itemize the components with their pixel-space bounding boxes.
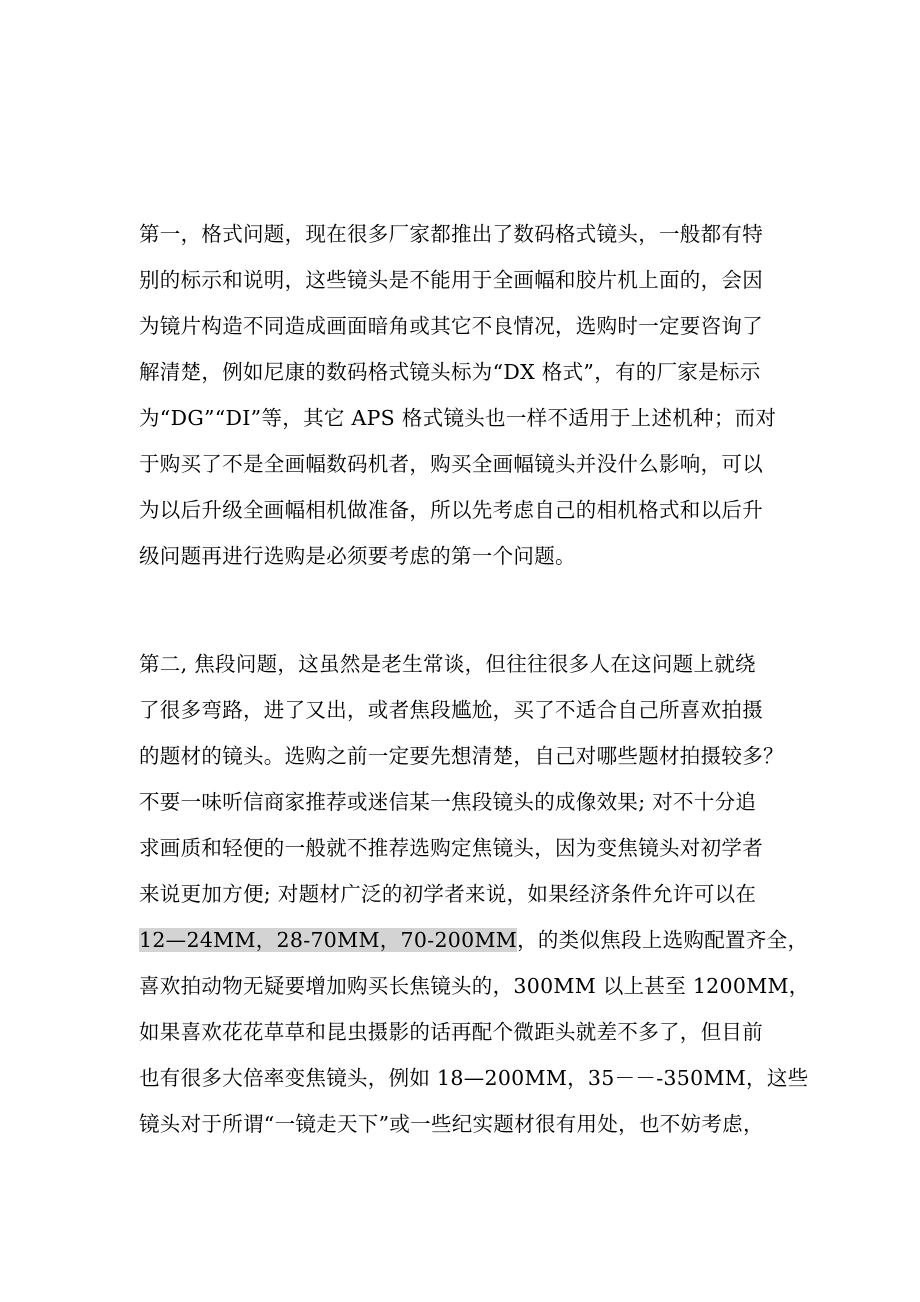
text-line: 不要一味听信商家推荐或迷信某一焦段镜头的成像效果; 对不十分追 (139, 790, 757, 814)
paragraph-format-issue (139, 211, 789, 579)
text-line: 如果喜欢花花草草和昆虫摄影的话再配个微距头就差不多了，但目前 (139, 1020, 763, 1044)
text-line: 的题材的镜头。选购之前一定要先想清楚，自己对哪些题材拍摄较多？ (139, 744, 784, 768)
text-line: 别的标示和说明，这些镜头是不能用于全画幅和胶片机上面的，会因 (139, 268, 763, 292)
text-line: 为以后升级全画幅相机做准备，所以先考虑自己的相机格式和以后升 (139, 498, 763, 522)
text-line: 级问题再进行选购是必须要考虑的第一个问题。 (139, 544, 576, 568)
text-line: 为“DG”“DI”等，其它 APS 格式镜头也一样不适用于上述机种；而对 (139, 406, 777, 430)
text-line: 来说更加方便; 对题材广泛的初学者来说，如果经济条件允许可以在 (139, 882, 757, 906)
paragraph-focal-length-issue (139, 641, 810, 1147)
text-line: 第一，格式问题，现在很多厂家都推出了数码格式镜头，一般都有特 (139, 222, 763, 246)
text-line: 了很多弯路，进了又出，或者焦段尴尬，买了不适合自己所喜欢拍摄 (139, 698, 763, 722)
text-line: 喜欢拍动物无疑要增加购买长焦镜头的，300MM 以上甚至 1200MM， (139, 974, 810, 998)
text-line: 于购买了不是全画幅数码机者，购买全画幅镜头并没什么影响，可以 (139, 452, 763, 476)
text-line: 镜头对于所谓“一镜走天下”或一些纪实题材很有用处，也不妨考虑， (139, 1112, 764, 1136)
text-line: 解清楚，例如尼康的数码格式镜头标为“DX 格式”，有的厂家是标示 (139, 360, 761, 384)
text-segment: ，的类似焦段上选购配置齐全， (517, 928, 809, 952)
highlighted-focal-ranges: 12—24MM，28-70MM，70-200MM (139, 928, 518, 952)
text-line-highlighted (139, 917, 809, 963)
text-line: 为镜片构造不同造成画面暗角或其它不良情况，选购时一定要咨询了 (139, 314, 763, 338)
text-line: 第二, 焦段问题，这虽然是老生常谈，但往往很多人在这问题上就绕 (139, 652, 756, 676)
text-line: 求画质和轻便的一般就不推荐选购定焦镜头，因为变焦镜头对初学者 (139, 836, 763, 860)
text-line: 也有很多大倍率变焦镜头，例如 18—200MM，35－－-350MM，这些 (139, 1066, 809, 1090)
